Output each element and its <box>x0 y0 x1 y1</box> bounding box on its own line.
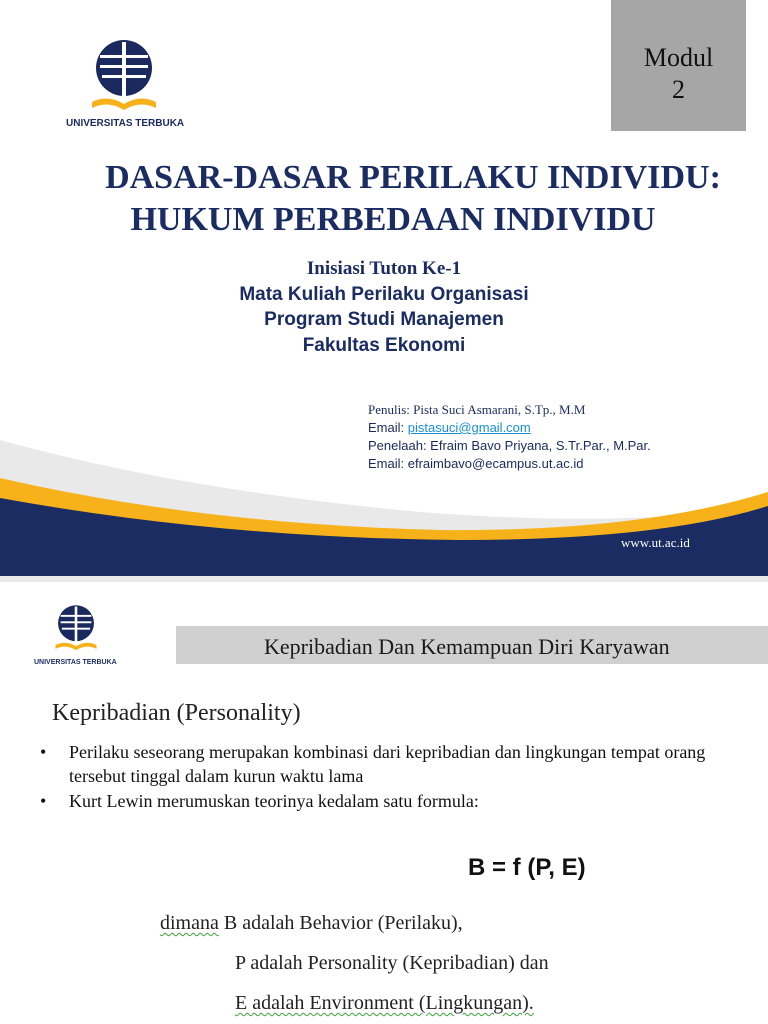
subtitle-faculty: Fakultas Ekonomi <box>302 335 466 356</box>
module-number: 2 <box>672 75 685 104</box>
bullet-list <box>40 740 740 814</box>
reviewer-line: Penelaah: Efraim Bavo Priyana, S.Tr.Par., M.Par. <box>368 438 651 453</box>
list-item <box>40 789 740 813</box>
subtitle-program: Program Studi Manajemen <box>264 309 504 330</box>
definition-e: E adalah Environment (Lingkungan). <box>235 992 534 1014</box>
subtitle-course: Mata Kuliah Perilaku Organisasi <box>239 284 529 305</box>
bullet-dot: • <box>40 742 47 762</box>
module-label: Modul <box>643 43 714 72</box>
module-box <box>611 0 746 131</box>
bullet-text: Kurt Lewin merumuskan teorinya kedalam satu formula: <box>69 791 479 811</box>
subtitle-tuton: Inisiasi Tuton Ke-1 <box>306 258 462 279</box>
ut-logo <box>90 38 158 121</box>
ut-logo <box>54 604 98 659</box>
bullet-dot: • <box>40 791 47 811</box>
bullet-text: Perilaku seseorang merupakan kombinasi dari kepribadian dan lingkungan tempat orang tersebut tinggal dalam kurun waktu lama <box>69 742 706 786</box>
author-line: Penulis: Pista Suci Asmarani, S.Tp., M.M <box>368 402 586 417</box>
list-item <box>40 740 740 788</box>
slide-header: Kepribadian Dan Kemampuan Diri Karyawan <box>264 634 670 659</box>
formula: B = f (P, E) <box>468 854 586 881</box>
logo-text: UNIVERSITAS TERBUKA <box>66 118 185 129</box>
content-slide <box>0 582 768 1024</box>
definition-p: P adalah Personality (Kepribadian) dan <box>235 952 549 974</box>
definition-keyword: dimana <box>160 912 219 934</box>
slide-title-line2: HUKUM PERBEDAAN INDIVIDU <box>130 201 656 238</box>
definition-b-text: B adalah Behavior (Perilaku), <box>218 912 463 934</box>
logo-text: UNIVERSITAS TERBUKA <box>34 659 117 666</box>
slide-title-line1: DASAR-DASAR PERILAKU INDIVIDU: <box>105 159 721 196</box>
reviewer-email-line: Email: efraimbavo@ecampus.ut.ac.id <box>368 456 584 471</box>
website-url: www.ut.ac.id <box>621 535 690 550</box>
author-email-link[interactable]: pistasuci@gmail.com <box>407 420 531 435</box>
section-heading: Kepribadian (Personality) <box>52 700 301 726</box>
decorative-waves <box>0 420 768 576</box>
definition-b <box>160 912 463 935</box>
email-label: Email: <box>368 420 408 435</box>
